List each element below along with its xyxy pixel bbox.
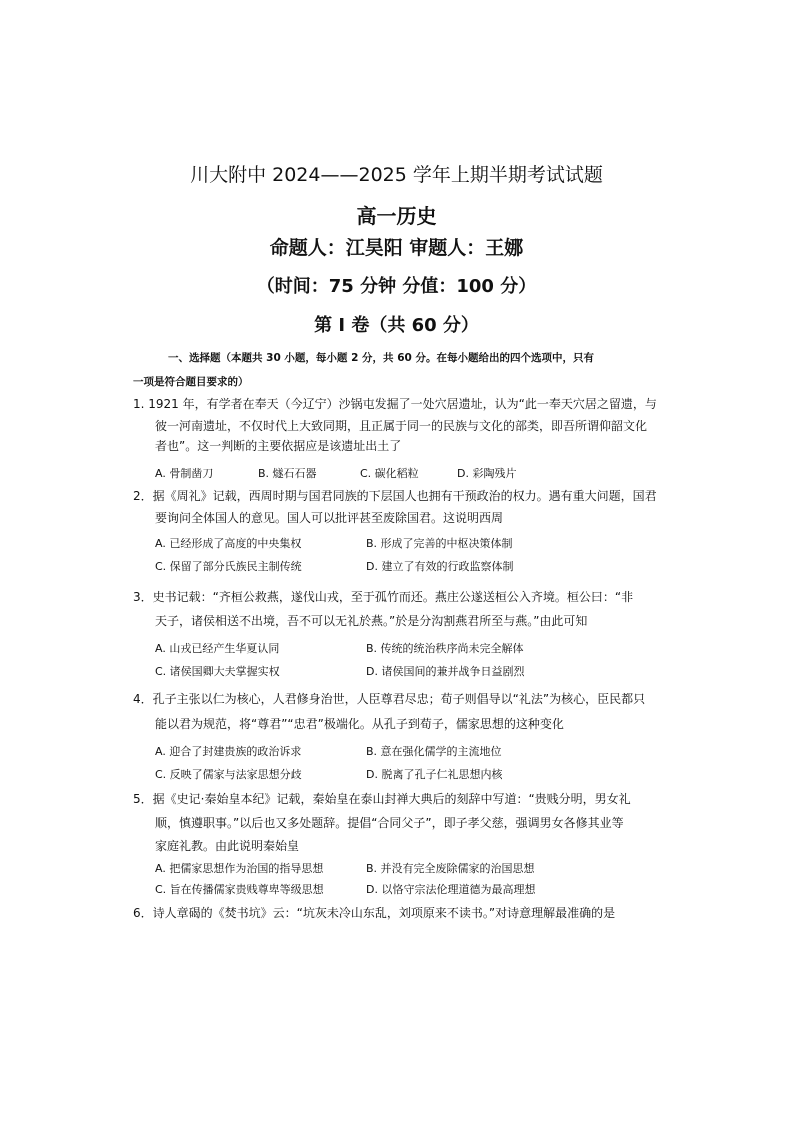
option-a: A. 骨制凿刀 <box>155 467 214 480</box>
question-text-line: 者也”。这一判断的主要依据应是该遗址出土了 <box>155 439 402 453</box>
option-b: B. 传统的统治秩序尚未完全解体 <box>366 642 524 655</box>
section-instruction-line1: 一、选择题（本题共 30 小题，每小题 2 分，共 60 分。在每小题给出的四个选项中，只有 <box>168 352 594 364</box>
question-text-line: 3．史书记载：“齐桓公救燕，遂伐山戎，至于孤竹而还。燕庄公遂送桓公入齐境。桓公曰：“非 <box>133 590 634 604</box>
question-text-line: 顺，慎遵职事。”以后也又多处题辞。提倡“合同父子”，即子孝父慈，强调男女各修其业等 <box>155 816 624 830</box>
option-c: C. 碳化稻粒 <box>360 467 419 480</box>
option-c: C. 诸侯国卿大夫掌握实权 <box>155 665 280 678</box>
section-instruction-line2: 一项是符合题目要求的） <box>133 376 249 388</box>
option-d: D. 诸侯国间的兼并战争日益剧烈 <box>366 665 525 678</box>
question-text-line: 要询问全体国人的意见。国人可以批评甚至废除国君。这说明西周 <box>155 511 504 525</box>
option-b: B. 并没有完全废除儒家的治国思想 <box>366 862 535 875</box>
option-b: B. 燧石石器 <box>258 467 317 480</box>
option-a: A. 迎合了封建贵族的政治诉求 <box>155 745 302 758</box>
option-c: C. 保留了部分氏族民主制传统 <box>155 560 302 573</box>
option-b: B. 形成了完善的中枢决策体制 <box>366 537 513 550</box>
option-c: C. 旨在传播儒家贵贱尊卑等级思想 <box>155 883 324 896</box>
question-text-line: 彼一河南遗址，不仅时代上大致同期，且正属于同一的民族与文化的部类，即吾所谓仰韶文化 <box>155 419 648 433</box>
option-d: D. 建立了有效的行政监察体制 <box>366 560 514 573</box>
question-text-line: 6．诗人章碣的《焚书坑》云：“坑灰未冷山东乱，刘项原来不读书。”对诗意理解最准确的是 <box>133 906 616 920</box>
option-c: C. 反映了儒家与法家思想分歧 <box>155 768 302 781</box>
volume-heading: 第 I 卷（共 60 分） <box>314 315 479 336</box>
authors-line: 命题人：江昊阳 审题人：王娜 <box>269 237 524 259</box>
question-text-line: 能以君为规范，将“尊君”“忠君”极端化。从孔子到荀子，儒家思想的这种变化 <box>155 717 564 731</box>
option-b: B. 意在强化儒学的主流地位 <box>366 745 502 758</box>
option-a: A. 把儒家思想作为治国的指导思想 <box>155 862 324 875</box>
question-text-line: 天子，诸侯相送不出境，吾不可以无礼於燕。”於是分沟割燕君所至与燕。”由此可知 <box>155 614 588 628</box>
question-text-line: 2．据《周礼》记载，西周时期与国君同族的下层国人也拥有干预政治的权力。遇有重大问题，国君 <box>133 489 657 503</box>
subject-title: 高一历史 <box>356 204 437 228</box>
option-a: A. 山戎已经产生华夏认同 <box>155 642 280 655</box>
question-text-line: 1. 1921 年，有学者在奉天（今辽宁）沙锅屯发掘了一处穴居遗址，认为“此一奉天穴居之留遗，与 <box>133 397 657 411</box>
question-text-line: 5．据《史记·秦始皇本纪》记载，秦始皇在泰山封禅大典后的刻辞中写道：“贵贱分明，男女礼 <box>133 792 631 806</box>
option-d: D. 以恪守宗法伦理道德为最高理想 <box>366 883 536 896</box>
option-d: D. 彩陶残片 <box>457 467 517 480</box>
time-score-line: （时间：75 分钟 分值：100 分） <box>256 276 537 297</box>
option-d: D. 脱离了孔子仁礼思想内核 <box>366 768 503 781</box>
exam-title: 川大附中 2024——2025 学年上期半期考试试题 <box>190 164 603 186</box>
question-text-line: 4．孔子主张以仁为核心，人君修身治世，人臣尊君尽忠；荀子则倡导以“礼法”为核心，臣民都只 <box>133 692 646 706</box>
option-a: A. 已经形成了高度的中央集权 <box>155 537 302 550</box>
question-text-line: 家庭礼教。由此说明秦始皇 <box>155 839 300 853</box>
